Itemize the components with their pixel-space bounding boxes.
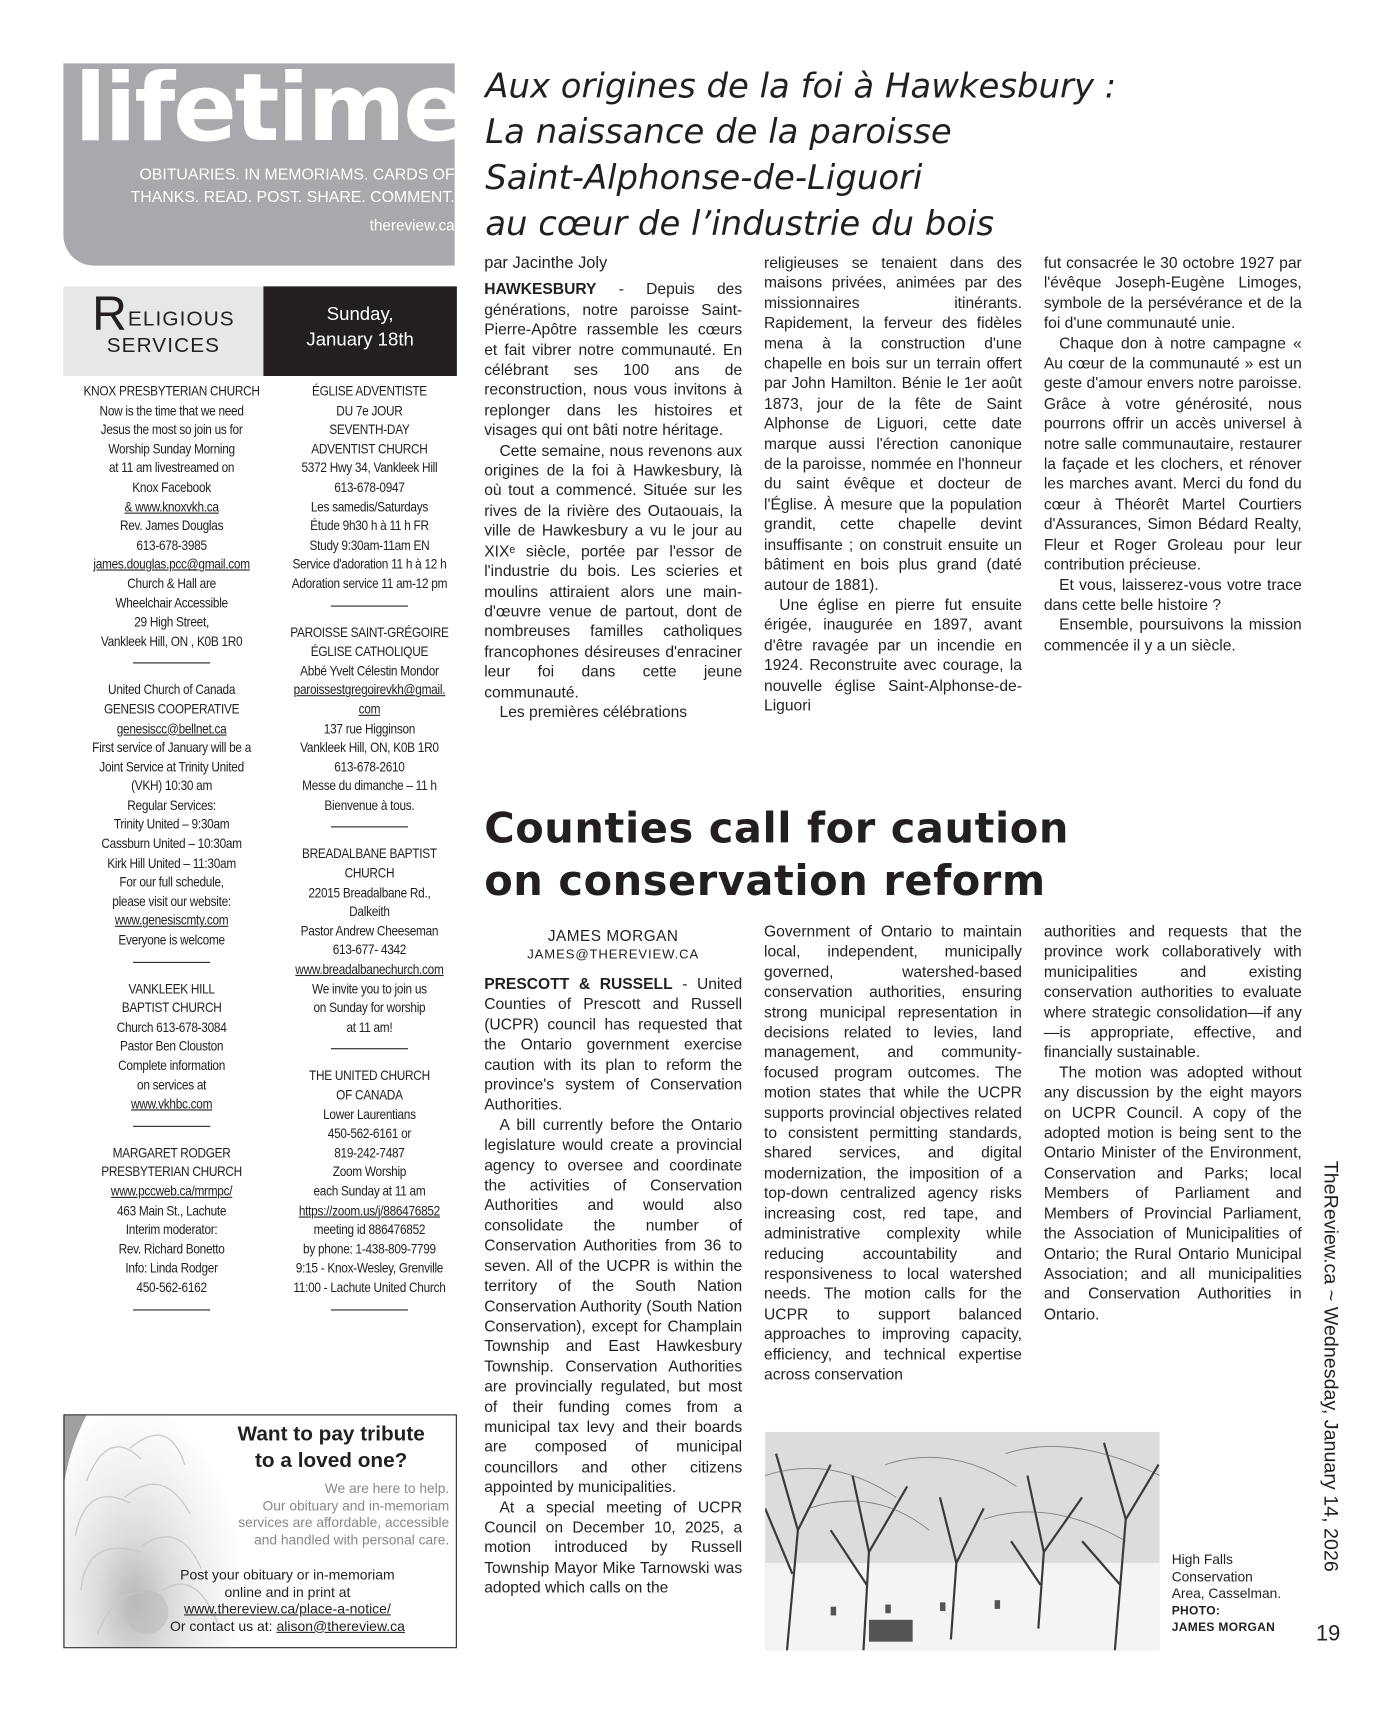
listing-link[interactable]: & www.knoxvkh.ca <box>124 499 219 515</box>
listing-line: Study 9:30am-11am EN <box>309 537 430 553</box>
listing-line: ADVENTIST CHURCH <box>311 441 428 457</box>
title-line: Saint-Alphonse-de-Liguori <box>485 158 923 198</box>
title-line: on conservation reform <box>484 856 1046 906</box>
listing-link[interactable]: genesiscc@bellnet.ca <box>116 720 227 737</box>
tribute-body <box>176 1481 449 1549</box>
listing-line: Messe du dimanche – 11 h <box>302 778 437 794</box>
listing-divider <box>133 961 210 962</box>
paragraph-text: - Depuis des générations, notre paroisse Saint-Pierre-Apôtre rassemble les cœurs et fait vibrer notre communauté. En célébrant ses 100 ans de reconstruction, nous vous invitons à replonger dans les histoires et visages qui ont bâti notre héritage. <box>484 281 743 440</box>
date-line: Sunday, <box>326 303 394 325</box>
english-article-column-1 <box>484 975 742 1599</box>
french-article-column-1 <box>484 254 742 723</box>
french-article-title <box>485 63 1250 247</box>
listing-line: For our full schedule, <box>119 874 224 890</box>
listing-line: 9:15 - Knox-Wesley, Grenville <box>295 1260 444 1276</box>
listing-line: Bienvenue à tous. <box>324 797 415 814</box>
services-column-1 <box>79 383 263 1328</box>
listing-line: United Church of Canada <box>108 682 236 698</box>
lifetimes-tagline <box>83 164 455 210</box>
listing-line: at 11 am! <box>346 1019 393 1035</box>
listing-line: Pastor Ben Clouston <box>119 1038 224 1055</box>
title-line: Counties call for caution <box>484 804 1070 853</box>
listing-line: Vankleek Hill, ON, K0B 1R0 <box>300 740 439 756</box>
paragraph: At a special meeting of UCPR Council on December 10, 2025, a motion introduced by Russell Township Mayor Mike Tarnowski was adopted which calls on the <box>484 1499 743 1598</box>
author-email[interactable]: JAMES@THEREVIEW.CA <box>527 946 700 962</box>
listing-line: Lower Laurentians <box>323 1106 416 1123</box>
listing-line: on services at <box>137 1077 207 1093</box>
listing-line: THE UNITED CHURCH <box>309 1068 430 1084</box>
listing-divider <box>133 663 210 664</box>
listing-link[interactable]: www.vkhbc.com <box>130 1096 213 1112</box>
photo-credit-name: JAMES MORGAN <box>1171 1621 1276 1635</box>
tribute-headline <box>207 1422 456 1474</box>
body-line: Our obituary and in-memoriam <box>262 1497 450 1514</box>
listing-link[interactable]: james.douglas.pcc@gmail.com <box>93 556 250 573</box>
service-listing <box>277 845 461 1037</box>
listing-line: each Sunday at 11 am <box>313 1183 426 1199</box>
body-line: services are affordable, accessible <box>238 1514 450 1531</box>
listing-line: 5372 Hwy 34, Vankleek Hill <box>301 460 438 476</box>
listing-line: BREADALBANE BAPTIST <box>302 846 437 862</box>
listing-line: Dalkeith <box>349 904 390 920</box>
listing-line: SEVENTH-DAY <box>329 422 410 438</box>
english-article-column-2 <box>764 922 1022 1385</box>
contact-prefix: Or contact us at: <box>169 1617 277 1634</box>
paragraph <box>484 280 742 441</box>
services-date <box>263 286 456 376</box>
listing-link[interactable]: paroissestgregoirevkh@gmail. <box>293 682 446 698</box>
english-article-title <box>484 802 1271 907</box>
listing-line: Abbé Yvelt Célestin Mondor <box>300 663 439 679</box>
listing-line: by phone: 1-438-809-7799 <box>303 1241 436 1257</box>
listing-line: Trinity United – 9:30am <box>113 816 230 833</box>
listing-line: First service of January will be a <box>92 740 252 756</box>
listing-line: 11:00 - Lachute United Church <box>293 1279 446 1296</box>
paragraph: Chaque don à notre campagne « Au cœur de la communauté » est un geste d'amour envers notre paroisse. Grâce à votre générosité, nous pourrons offrir un accès universel à notre salle communautaire, restaurer la façade et les clochers, et rénover les marches avant. Merci du fond du cœur à Théorêt Martel Courtiers d'Assurances, Simon Bédard Realty, Fleur et Roger Groleau pour leur contribution précieuse. <box>1043 335 1302 574</box>
french-article-column-3 <box>1044 254 1302 656</box>
listing-line: Worship Sunday Morning <box>108 441 235 457</box>
listing-divider <box>133 1309 210 1310</box>
byline: par Jacinthe Joly <box>484 253 608 273</box>
listing-line: PRESBYTERIAN CHURCH <box>101 1164 242 1180</box>
title-line: au cœur de l’industrie du bois <box>485 204 995 244</box>
lifetimes-banner <box>63 53 519 265</box>
photo-credit-label: PHOTO: <box>1171 1604 1221 1618</box>
listing-line: 137 rue Higginson <box>323 720 416 737</box>
services-column-2 <box>277 383 461 1328</box>
listing-link[interactable]: com <box>358 701 381 717</box>
tribute-ad <box>63 1414 456 1648</box>
lifetimes-logo: lifetimes <box>74 53 519 163</box>
listing-divider <box>331 1049 408 1050</box>
listing-line: Kirk Hill United – 11:30am <box>107 855 236 871</box>
service-listing <box>79 1144 263 1298</box>
author-block <box>484 927 742 962</box>
tagline-line: THANKS. READ. POST. SHARE. COMMENT. <box>130 189 455 207</box>
listing-line: Étude 9h30 h à 11 h FR <box>310 518 429 534</box>
cta-line: online and in print at <box>224 1583 351 1600</box>
title-rest: ELIGIOUS <box>127 308 235 332</box>
religious-services-header <box>63 286 456 376</box>
service-listing <box>277 624 461 816</box>
paragraph: Cette semaine, nous revenons aux origines de la foi à Hawkesbury, là où tout a commencé. Située sur les rives de la rivière des Outaouais, la ville de Hawkesbury a vu le jour au XIXᵉ siècle, portée par l'essor de l'industrie du bois. Les scieries et moulins attiraient alors une main-d'œuvre venue de partout, dont de nombreuses familles catholiques francophones désireuses d'enraciner leur foi dans cette jeune communauté. <box>484 442 743 702</box>
listing-line: KNOX PRESBYTERIAN CHURCH <box>83 383 260 399</box>
contact-email-link[interactable]: alison@thereview.ca <box>276 1617 405 1634</box>
title-line: Aux origines de la foi à Hawkesbury : <box>485 66 1117 107</box>
listing-line: 463 Main St., Lachute <box>116 1202 227 1219</box>
french-article-column-2 <box>764 254 1022 717</box>
listing-line: DU 7e JOUR <box>336 402 403 419</box>
high-falls-photo <box>765 1432 1160 1651</box>
photo-caption <box>1172 1552 1303 1637</box>
listing-line: Now is the time that we need <box>99 402 244 419</box>
caption-line: High Falls <box>1171 1552 1233 1568</box>
body-line: We are here to help. <box>324 1481 450 1497</box>
listing-line: Jesus the most so join us for <box>100 422 243 438</box>
caption-line: Conservation <box>1171 1569 1253 1585</box>
listing-line: Cassburn United – 10:30am <box>101 836 242 852</box>
listing-line: 613-678-2610 <box>334 759 405 775</box>
listing-line: 450-562-6162 <box>136 1279 207 1296</box>
dateline: PRESCOTT & RUSSELL <box>484 976 673 994</box>
listing-line: We invite you to join us <box>312 981 427 997</box>
listing-line: OF CANADA <box>336 1087 403 1103</box>
paragraph: Ensemble, poursuivons la mission commencée il y a un siècle. <box>1043 616 1302 655</box>
paragraph: The motion was adopted without any discussion by the eight mayors on UCPR Council. A copy of the adopted motion is being sent to the Ontario Minister of the Environment, Conservation and Parks; local Members of Parliament and Members of Provincial Parliament, the Association of Municipalities of Ontario; the Rural Ontario Municipal Association; and all municipalities and Conservation Authorities in Ontario. <box>1043 1064 1302 1324</box>
paragraph <box>484 975 742 1116</box>
lifetimes-site-link[interactable]: thereview.ca <box>369 216 455 234</box>
listing-line: please visit our website: <box>112 893 231 910</box>
listing-line: Rev. Richard Bonetto <box>118 1241 225 1257</box>
listing-line: VANKLEEK HILL <box>128 981 215 997</box>
listing-line: Joint Service at Trinity United <box>99 759 244 775</box>
listing-divider <box>133 1126 210 1127</box>
listing-line: 613-678-3985 <box>136 537 207 553</box>
listing-line: 22015 Breadalbane Rd., <box>308 884 431 901</box>
page-folio <box>1309 1161 1353 1620</box>
headline-line: Want to pay tribute <box>237 1423 425 1447</box>
listing-line: GENESIS COOPERATIVE <box>103 701 240 717</box>
listing-line: Complete information <box>118 1058 226 1074</box>
listing-line: Knox Facebook <box>132 479 211 496</box>
listing-line: Pastor Andrew Cheeseman <box>300 923 439 939</box>
listing-line: BAPTIST CHURCH <box>121 1000 222 1016</box>
listing-line: Rev. James Douglas <box>119 518 224 534</box>
service-listing <box>79 383 263 652</box>
title-line2: SERVICES <box>106 334 221 358</box>
listing-line: (VKH) 10:30 am <box>131 778 213 794</box>
service-listing <box>79 681 263 950</box>
paragraph: A bill currently before the Ontario legislature would create a provincial agency to oversee and coordinate the activities of Conservation Authorities and would also consolidate the number of Conservation Authorities from 36 to seven. All of the UCPR is within the territory of the South Nation Conservation Authority (South Nation Conservation), except for Champlain Township and East Hawkesbury Township. Conservation Authorities are provincially regulated, but most of their funding comes from a municipal tax levy and their boards are composed of municipal councillors and other citizens appointed by municipalities. <box>484 1116 743 1497</box>
listing-link[interactable]: https://zoom.us/j/886476852 <box>298 1202 440 1219</box>
listing-line: Les samedis/Saturdays <box>310 499 428 515</box>
english-article-column-3 <box>1044 922 1302 1324</box>
page-number: 19 <box>1315 1622 1341 1647</box>
listing-line: Wheelchair Accessible <box>115 595 228 611</box>
listing-link[interactable]: www.breadalbanechurch.com <box>295 961 444 978</box>
listing-line: 29 High Street, <box>134 614 209 630</box>
listing-line: ÉGLISE CATHOLIQUE <box>310 643 429 660</box>
folio-text: TheReview.ca ~ Wednesday, January 14, 2026 <box>1320 1160 1343 1572</box>
body-line: and handled with personal care. <box>254 1531 450 1548</box>
listing-line: 613-677- 4342 <box>332 942 407 958</box>
listing-line: Info: Linda Rodger <box>125 1260 218 1276</box>
title-line: La naissance de la paroisse <box>485 112 952 152</box>
service-listing <box>277 1067 461 1298</box>
listing-link[interactable]: www.genesiscmty.com <box>114 913 229 929</box>
paragraph-text: - United Counties of Prescott and Russell (UCPR) council has requested that the Ontario government exercise caution with its plan to reform the province's system of Conservation Authorities. <box>484 976 743 1115</box>
listing-line: MARGARET RODGER <box>112 1145 231 1161</box>
listing-line: 613-678-0947 <box>334 479 405 496</box>
headline-line: to a loved one? <box>255 1449 408 1473</box>
dateline: HAWKESBURY <box>484 281 597 299</box>
listing-divider <box>331 605 408 606</box>
tagline-line: OBITUARIES. IN MEMORIAMS. CARDS OF <box>139 166 455 184</box>
listing-line: at 11 am livestreamed on <box>108 460 235 476</box>
listing-link[interactable]: www.pccweb.ca/mrmpc/ <box>110 1183 233 1199</box>
religious-services-title <box>63 286 263 376</box>
listing-divider <box>331 1309 408 1310</box>
listing-line: Service d'adoration 11 h à 12 h <box>292 556 447 573</box>
paragraph: religieuses se tenaient dans des maisons privées, animées par des missionnaires itinérants. Rapidement, la ferveur des fidèles mena à la construction d'une chapelle en bois sur un terrain offert par John Hamilton. Bénie le 1er août 1873, jour de la fête de Saint Alphonse de Liguori, cette date marque aussi l'érection canonique de la paroisse, nommée en l'honneur du saint évêque et docteur de l'Église. À mesure que la population grandit, cette chapelle devint insuffisante ; on construit ensuite un bâtiment en bois plus grand (daté autour de 1881). <box>764 254 1022 595</box>
listing-line: PAROISSE SAINT-GRÉGOIRE <box>290 624 449 640</box>
author-name: JAMES MORGAN <box>547 926 679 945</box>
paragraph: authorities and requests that the province work collaboratively with municipalities and existing conservation authorities to evaluate where strategic consolidation—if any—is appropriate, effective, and financially sustainable. <box>1043 923 1302 1062</box>
listing-line: ÉGLISE ADVENTISTE <box>311 383 427 399</box>
tribute-cta <box>124 1566 452 1634</box>
caption-line: Area, Casselman. <box>1171 1586 1282 1602</box>
place-notice-link[interactable]: www.thereview.ca/place-a-notice/ <box>184 1600 391 1617</box>
paragraph: Les premières célébrations <box>499 703 688 722</box>
listing-line: Everyone is welcome <box>118 932 225 948</box>
listing-line: 819-242-7487 <box>334 1145 405 1161</box>
listing-line: Regular Services: <box>127 797 216 814</box>
date-line: January 18th <box>306 328 414 350</box>
paragraph: Et vous, laisserez-vous votre trace dans cette belle histoire ? <box>1043 576 1302 615</box>
listing-line: on Sunday for worship <box>313 1000 426 1016</box>
service-listing <box>277 383 461 595</box>
listing-line: CHURCH <box>344 865 395 882</box>
listing-divider <box>331 827 408 828</box>
winter-trees-image <box>765 1432 1160 1651</box>
paragraph: Government of Ontario to maintain local, independent, municipally governed, watershed-based conservation authorities, ensuring strong municipal representation in decisions related to levies, land management, and community-focused program outcomes. The motion states that while the UCPR supports provincial objectives related to consistent permitting standards, shared services, and digital modernization, the imposition of a top-down centralized agency risks increasing cost, red tape, and administrative complexity while reducing accountability and responsiveness to local watershed needs. The motion calls for the UCPR to support balanced approaches to improving capacity, efficiency, and technical expertise across conservation <box>764 923 1022 1384</box>
service-listing <box>79 980 263 1115</box>
paragraph: fut consacrée le 30 octobre 1927 par l'évêque Joseph-Eugène Limoges, symbole de la persévérance et de la foi d'une communauté unie. <box>1043 254 1302 333</box>
listing-line: Church 613-678-3084 <box>116 1019 227 1035</box>
paragraph: Une église en pierre fut ensuite érigée, inaugurée en 1897, avant d'être ravagée par un incendie en 1924. Reconstruite avec courage, la nouvelle église Saint-Alphonse-de-Liguori <box>764 596 1022 715</box>
listing-line: Interim moderator: <box>125 1222 218 1238</box>
listing-line: meeting id 886476852 <box>313 1222 426 1238</box>
listing-line: Church & Hall are <box>127 575 216 592</box>
listing-line: Vankleek Hill, ON , K0B 1R0 <box>100 633 243 649</box>
listing-line: 450-562-6161 or <box>327 1125 412 1142</box>
title-dropcap: R <box>92 287 128 342</box>
cta-line: Post your obituary or in-memoriam <box>180 1566 395 1583</box>
listing-line: Zoom Worship <box>332 1164 407 1180</box>
listing-line: Adoration service 11 am-12 pm <box>291 575 448 592</box>
